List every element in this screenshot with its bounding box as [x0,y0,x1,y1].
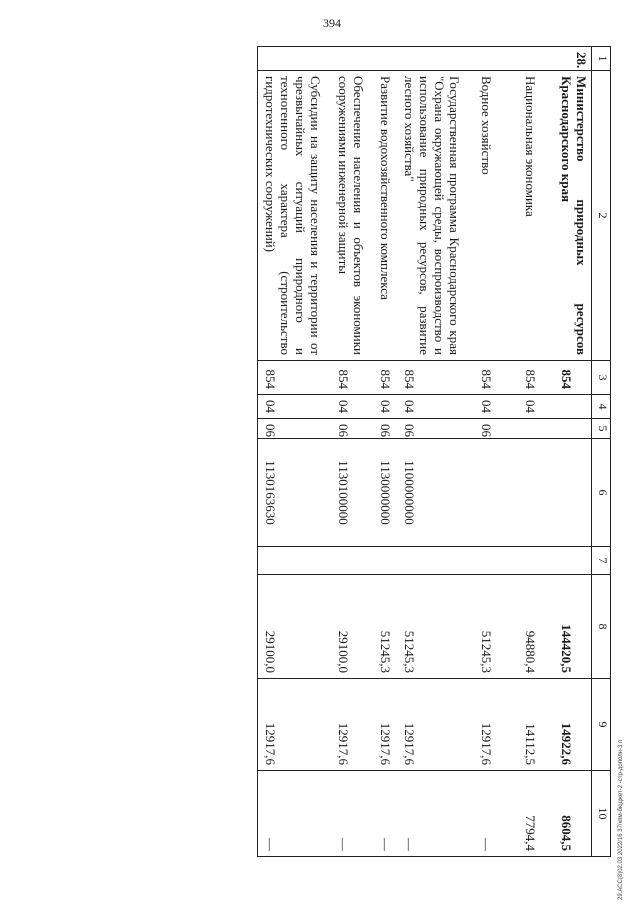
subsection-code-cell: 06 [464,419,496,439]
expense-type-cell [325,547,368,575]
amount-year3-cell: 8604,5 [540,771,591,857]
subsection-code-cell [540,419,591,439]
row-name-cell: Развитие водохозяйственного комплекса [368,71,396,361]
row-number-cell [257,47,324,71]
subsection-code-cell [496,419,540,439]
ministry-code-cell: 854 [496,361,540,395]
row-number-cell [496,47,540,71]
header-cell: 9 [592,679,611,771]
header-cell: 5 [592,419,611,439]
amount-year2-cell: 12917,6 [325,679,368,771]
row-name-cell: Национальная экономика [496,71,540,361]
subsection-code-cell: 06 [257,419,324,439]
subsection-code-cell: 06 [396,419,465,439]
table-row [540,47,591,857]
ministry-code-cell: 854 [257,361,324,395]
row-number-cell [368,47,396,71]
target-article-cell: 1130100000 [325,439,368,547]
amount-year1-cell: 51245,3 [464,575,496,679]
row-number-cell [464,47,496,71]
header-cell: 8 [592,575,611,679]
subsection-code-cell: 06 [325,419,368,439]
rotated-table-area [101,46,611,856]
ministry-code-cell: 854 [396,361,465,395]
row-number-cell [396,47,465,71]
section-code-cell: 04 [396,395,465,419]
amount-year3-cell: — [396,771,465,857]
amount-year3-cell: — [325,771,368,857]
ministry-code-cell: 854 [464,361,496,395]
target-article-cell [540,439,591,547]
subsection-code-cell: 06 [368,419,396,439]
row-number-cell [325,47,368,71]
header-cell: 4 [592,395,611,419]
amount-year1-cell: 29100,0 [325,575,368,679]
header-cell: 2 [592,71,611,361]
header-cell: 7 [592,547,611,575]
footer-note: 29.АСС(8)02.03 2022/16 37/кпм-бюджет-2 -стр-дополн-3 п [618,739,624,900]
amount-year2-cell: 12917,6 [257,679,324,771]
section-code-cell: 04 [368,395,396,419]
amount-year2-cell: 14922,6 [540,679,591,771]
header-cell: 3 [592,361,611,395]
expense-type-cell [396,547,465,575]
section-code-cell: 04 [464,395,496,419]
target-article-cell [464,439,496,547]
header-cell: 6 [592,439,611,547]
budget-table [257,46,611,857]
row-name-cell: Водное хозяйство [464,71,496,361]
section-code-cell: 04 [325,395,368,419]
amount-year3-cell: — [368,771,396,857]
amount-year3-cell: — [257,771,324,857]
header-cell: 1 [592,47,611,71]
amount-year2-cell: 14112,5 [496,679,540,771]
table-row [464,47,496,857]
table-row [496,47,540,857]
section-code-cell: 04 [257,395,324,419]
amount-year1-cell: 29100,0 [257,575,324,679]
row-name-cell: Государственная программа Краснодарского края "Охрана окружающей среды, воспроизводство и использование природных ресурсов, развитие лесного хозяйства" [396,71,465,361]
row-number-cell: 28. [540,47,591,71]
section-code-cell [540,395,591,419]
target-article-cell [496,439,540,547]
ministry-code-cell: 854 [325,361,368,395]
table-row [325,47,368,857]
amount-year2-cell: 12917,6 [464,679,496,771]
amount-year1-cell: 51245,3 [396,575,465,679]
header-cell: 10 [592,771,611,857]
target-article-cell: 1130000000 [368,439,396,547]
amount-year1-cell: 144420,5 [540,575,591,679]
row-name-cell: Субсидии на защиту населения и территории от чрезвычайных ситуаций природного и техногенного характера (строительство гидротехнических сооружений) [257,71,324,361]
row-name-cell: Обеспечение населения и объектов экономики сооружениями инженерной защиты [325,71,368,361]
amount-year2-cell: 12917,6 [396,679,465,771]
page-number: 394 [323,16,341,30]
expense-type-cell [257,547,324,575]
ministry-code-cell: 854 [368,361,396,395]
target-article-cell: 1130163630 [257,439,324,547]
amount-year3-cell: — [464,771,496,857]
amount-year1-cell: 94880,4 [496,575,540,679]
table-row [257,47,324,857]
target-article-cell: 1100000000 [396,439,465,547]
amount-year3-cell: 7794,4 [496,771,540,857]
section-code-cell: 04 [496,395,540,419]
expense-type-cell [540,547,591,575]
table-header-row [592,47,611,857]
expense-type-cell [464,547,496,575]
table-row [396,47,465,857]
expense-type-cell [496,547,540,575]
amount-year1-cell: 51245,3 [368,575,396,679]
ministry-code-cell: 854 [540,361,591,395]
table-row [368,47,396,857]
amount-year2-cell: 12917,6 [368,679,396,771]
row-name-cell: Министерство природных ресурсов Краснодарского края [540,71,591,361]
table-body [257,47,610,857]
expense-type-cell [368,547,396,575]
